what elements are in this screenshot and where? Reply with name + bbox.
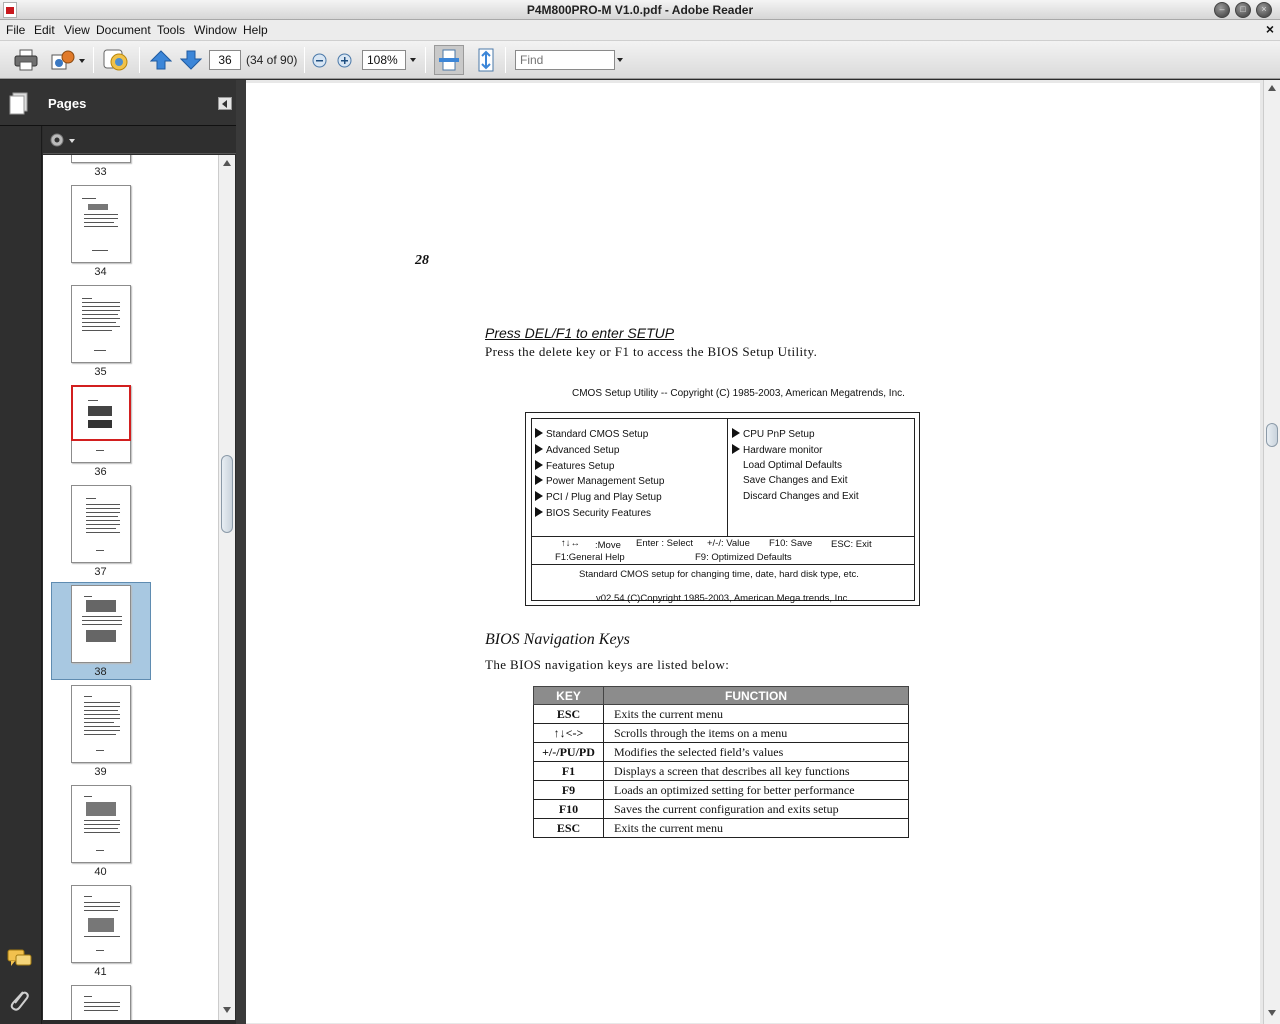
thumbnail-label: 39	[94, 766, 107, 778]
arrow-icon	[535, 460, 543, 470]
function-cell: Scrolls through the items on a menu	[604, 724, 909, 743]
title-bar	[0, 0, 1280, 20]
bios-key-move: :Move	[595, 540, 621, 551]
function-cell: Exits the current menu	[604, 819, 909, 838]
function-cell: Displays a screen that describes all key functions	[604, 762, 909, 781]
menu-bar	[0, 20, 1280, 41]
previous-page-icon[interactable]	[150, 50, 172, 70]
bios-screen-figure	[525, 412, 920, 606]
zoom-level-field[interactable]	[362, 50, 406, 70]
menu-edit[interactable]: Edit	[34, 23, 55, 37]
scrollbar-thumb[interactable]	[221, 455, 233, 533]
navigation-keys-heading: BIOS Navigation Keys	[485, 631, 630, 648]
arrow-icon	[535, 444, 543, 454]
bios-version: v02.54 (C)Copyright 1985-2003, American Mega trends, Inc.	[596, 593, 850, 604]
bios-menu-item: Features Setup	[535, 460, 614, 472]
thumbnail-scrollbar[interactable]	[218, 155, 235, 1020]
function-cell: Modifies the selected field’s values	[604, 743, 909, 762]
pages-icon[interactable]	[8, 92, 30, 116]
bios-menu-item: Advanced Setup	[535, 444, 619, 456]
thumbnail-label: 33	[94, 166, 107, 178]
bios-menu-item: CPU PnP Setup	[732, 428, 815, 440]
thumbnail-label: 40	[94, 866, 107, 878]
page-number-input[interactable]	[209, 50, 241, 70]
column-header-key: KEY	[534, 687, 604, 705]
document-scrollbar[interactable]	[1263, 80, 1280, 1024]
scroll-up-icon[interactable]	[223, 160, 231, 166]
table-row	[534, 762, 909, 781]
scroll-down-icon[interactable]	[1268, 1010, 1276, 1016]
page-thumbnail-36[interactable]	[71, 385, 131, 463]
bios-menu-item: BIOS Security Features	[535, 507, 651, 519]
key-cell: ESC	[534, 819, 604, 838]
bios-menu-item: Power Management Setup	[535, 475, 664, 487]
bios-caption: CMOS Setup Utility -- Copyright (C) 1985-2003, American Megatrends, Inc.	[572, 388, 905, 399]
bios-description: Standard CMOS setup for changing time, date, hard disk type, etc.	[579, 569, 859, 580]
bios-key-enter: Enter : Select	[636, 538, 694, 549]
navigation-keys-text: The BIOS navigation keys are listed below:	[485, 657, 730, 672]
maximize-button[interactable]: □	[1235, 2, 1251, 18]
table-row	[534, 781, 909, 800]
comments-icon[interactable]	[7, 948, 33, 970]
arrow-icon	[535, 491, 543, 501]
zoom-dropdown-icon[interactable]	[410, 58, 416, 62]
fit-width-icon	[435, 46, 463, 74]
hand-tool-icon[interactable]	[103, 48, 131, 72]
table-row	[534, 743, 909, 762]
find-dropdown-icon[interactable]	[617, 58, 623, 62]
collapse-panel-button[interactable]	[218, 97, 232, 110]
menu-document[interactable]: Document	[96, 23, 151, 37]
panel-splitter[interactable]	[236, 80, 246, 1024]
thumbnail-label: 36	[94, 466, 107, 478]
table-row	[534, 819, 909, 838]
bios-menu-item: PCI / Plug and Play Setup	[535, 491, 662, 503]
arrow-icon	[535, 428, 543, 438]
menu-help[interactable]: Help	[243, 23, 268, 37]
share-icon[interactable]	[50, 49, 76, 71]
next-page-icon[interactable]	[180, 50, 202, 70]
page-thumbnail-38[interactable]	[71, 585, 131, 663]
page-count-label: (34 of 90)	[246, 53, 298, 67]
scroll-up-icon[interactable]	[1268, 85, 1276, 91]
column-header-function: FUNCTION	[604, 687, 909, 705]
thumbnail-label: 35	[94, 366, 107, 378]
find-input[interactable]	[515, 50, 615, 70]
page-thumbnail-37[interactable]	[71, 485, 131, 563]
fit-width-button[interactable]	[434, 45, 464, 75]
key-cell: F9	[534, 781, 604, 800]
navigation-bar	[0, 80, 42, 1024]
document-view	[246, 80, 1263, 1024]
page-number: 28	[415, 253, 429, 268]
attachments-icon[interactable]	[8, 988, 30, 1012]
table-header-row	[534, 687, 909, 705]
key-cell: F1	[534, 762, 604, 781]
page-thumbnail-40[interactable]	[71, 785, 131, 863]
page-thumbnail-33[interactable]	[71, 155, 131, 163]
table-row	[534, 800, 909, 819]
menu-view[interactable]: View	[64, 23, 90, 37]
fit-page-icon[interactable]	[474, 47, 498, 73]
bios-key-move-symbol: ↑↓↔	[561, 538, 580, 549]
bios-key-exit: ESC: Exit	[831, 539, 872, 550]
minimize-button[interactable]: –	[1214, 2, 1230, 18]
bios-menu-item: Hardware monitor	[732, 444, 822, 456]
share-dropdown-icon[interactable]	[79, 59, 85, 63]
table-row	[534, 724, 909, 743]
panel-options-bar	[43, 126, 237, 154]
key-cell: +/-/PU/PD	[534, 743, 604, 762]
scroll-down-icon[interactable]	[223, 1007, 231, 1013]
zoom-in-icon[interactable]	[337, 53, 352, 68]
arrow-icon	[732, 428, 740, 438]
key-cell: ↑↓<->	[534, 724, 604, 743]
page-thumbnails-pane	[43, 155, 218, 1020]
window-title: P4M800PRO-M V1.0.pdf - Adobe Reader	[526, 3, 754, 17]
bios-menu-item: Load Optimal Defaults	[743, 460, 842, 471]
bios-key-value: +/-/: Value	[707, 538, 750, 549]
setup-heading: Press DEL/F1 to enter SETUP	[485, 325, 675, 341]
page-thumbnail-34[interactable]	[71, 185, 131, 263]
print-icon[interactable]	[14, 49, 38, 71]
key-cell: ESC	[534, 705, 604, 724]
bios-key-save: F10: Save	[769, 538, 813, 549]
scrollbar-thumb[interactable]	[1266, 423, 1278, 447]
toolbar	[0, 41, 1280, 79]
options-gear-icon[interactable]	[49, 132, 77, 148]
page-thumbnail-39[interactable]	[71, 685, 131, 763]
bios-key-optimized: F9: Optimized Defaults	[695, 552, 792, 563]
menu-file[interactable]: File	[6, 23, 26, 37]
key-cell: F10	[534, 800, 604, 819]
page-thumbnail-35[interactable]	[71, 285, 131, 363]
function-cell: Exits the current menu	[604, 705, 909, 724]
menu-tools[interactable]: Tools	[157, 23, 186, 37]
pages-panel-title: Pages	[48, 96, 87, 111]
arrow-icon	[535, 507, 543, 517]
page-thumbnail-42[interactable]	[71, 985, 131, 1020]
bios-menu-item: Save Changes and Exit	[743, 475, 848, 486]
bios-menu-item: Discard Changes and Exit	[743, 491, 859, 502]
navigation-keys-table	[533, 686, 909, 838]
window-close-button[interactable]: ×	[1256, 2, 1272, 18]
table-row	[534, 705, 909, 724]
thumbnail-label: 38	[94, 666, 107, 678]
pdf-page	[246, 83, 1260, 1023]
arrow-icon	[535, 475, 543, 485]
thumbnail-label: 34	[94, 266, 107, 278]
thumbnail-label: 37	[94, 566, 107, 578]
arrow-icon	[732, 444, 740, 454]
pages-panel-header	[0, 80, 237, 126]
zoom-out-icon[interactable]	[312, 53, 327, 68]
thumbnail-label: 41	[94, 966, 107, 978]
page-thumbnail-41[interactable]	[71, 885, 131, 963]
bios-menu-item: Standard CMOS Setup	[535, 428, 648, 440]
bios-key-help: F1:General Help	[555, 552, 625, 563]
bios-screen-inner	[531, 418, 915, 604]
function-cell: Saves the current configuration and exits setup	[604, 800, 909, 819]
setup-text: Press the delete key or F1 to access the BIOS Setup Utility.	[485, 344, 818, 359]
menu-window[interactable]: Window	[194, 23, 237, 37]
document-close-icon[interactable]: ×	[1265, 21, 1274, 37]
function-cell: Loads an optimized setting for better performance	[604, 781, 909, 800]
